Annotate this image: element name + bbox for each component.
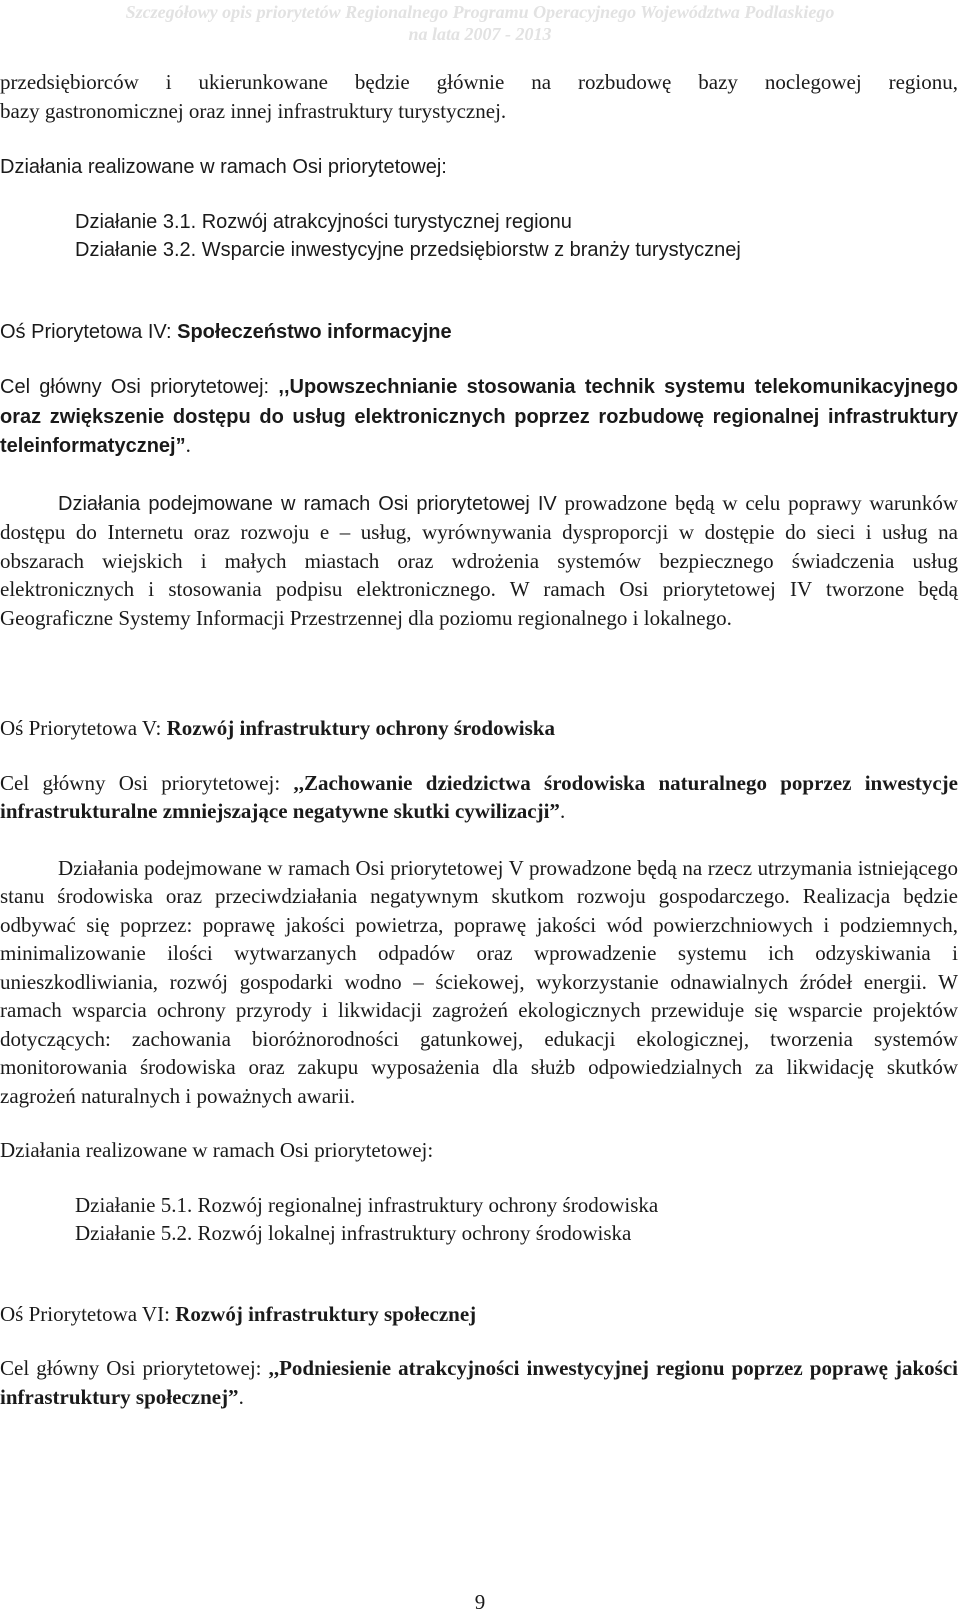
axis-5-goal-label: Cel główny Osi priorytetowej: (0, 770, 294, 795)
axis-5-label: Oś Priorytetowa V (0, 716, 156, 740)
axis-5-heading: Oś Priorytetowa V: Rozwój infrastruktury ochrony środowiska (0, 716, 555, 740)
axis-6-label: Oś Priorytetowa VI (0, 1301, 165, 1326)
axis-4-title: Społeczeństwo informacyjne (177, 320, 452, 343)
axis-6-goal-label: Cel główny Osi priorytetowej: (0, 1356, 269, 1380)
axis-5-goal-text: ,,Zachowanie dziedzictwa środowiska naturalnego poprzez inwestycje infrastrukturalne zmniejszające negatywne skutki cywilizacji” (0, 770, 958, 823)
action-5-2: Działanie 5.2. Rozwój lokalnej infrastruktury ochrony środowiska (75, 1221, 632, 1245)
axis-5-title: Rozwój infrastruktury ochrony środowiska (166, 716, 555, 740)
page-body (0, 68, 958, 1411)
axis-4-goal-label: Cel główny Osi priorytetowej: (0, 376, 279, 398)
axis-4-label: Oś Priorytetowa IV (0, 320, 166, 343)
axis-4-goal: Cel główny Osi priorytetowej: ,,Upowszechnianie stosowania technik systemu telekomunikacyjnego oraz zwiększenie dostępu do usług elektronicznych poprzez rozbudowę regionalnej infrastruktury teleinformatycznej”. (0, 376, 958, 457)
axis-6-heading: Oś Priorytetowa VI: Rozwój infrastruktury społecznej (0, 1301, 477, 1326)
action-5-1: Działanie 5.1. Rozwój regionalnej infrastruktury ochrony środowiska (75, 1192, 659, 1217)
actions-heading-5: Działania realizowane w ramach Osi priorytetowej: (0, 1138, 434, 1162)
actions-heading-3: Działania realizowane w ramach Osi priorytetowej: (0, 156, 447, 178)
axis-6-goal: Cel główny Osi priorytetowej: ,,Podniesienie atrakcyjności inwestycyjnej regionu poprzez poprawę jakości infrastruktury społecznej”. (0, 1356, 958, 1409)
header-years: na lata 2007 - 2013 (408, 24, 552, 44)
action-3-1: Działanie 3.1. Rozwój atrakcyjności turystycznej regionu (75, 210, 572, 233)
header-title: Szczegółowy opis priorytetów Regionalnego Programu Operacyjnego Województwa Podlaskiego (125, 2, 835, 22)
axis-4-description: Działania podejmowane w ramach Osi priorytetowej IV prowadzone będą w celu poprawy warunków dostępu do Internetu oraz rozwoju e – usług, wyrównywania dysproporcji w dostępie do sieci i usług na obszarach wiejskich i małych miastach oraz wdrożenia systemów bezpiecznego świadczenia usług elektronicznych i stosowania podpisu elektronicznego. W ramach Osi priorytetowej IV tworzone będą Geograficzne Systemy Informacji Przestrzennej dla poziomu regionalnego i lokalnego. (0, 490, 959, 630)
axis-5-description: Działania podejmowane w ramach Osi priorytetowej V prowadzone będą na rzecz utrzymania istniejącego stanu środowiska oraz przeciwdziałania negatywnym skutkom rozwoju gospodarczego. Realizacja będzie odbywać się poprzez: poprawę jakości powietrza, poprawę jakości wód powierzchniowych i podziemnych, minimalizowanie ilości wytwarzanych odpadów oraz wprowadzenie systemu ich odzyskiwania i unieszkodliwiania, rozwój gospodarki wodno – ściekowej, wykorzystanie odnawialnych źródeł energii. W ramach wsparcia ochrony przyrody i likwidacji zagrożeń ekologicznych przewiduje się wsparcie projektów dotyczących: zachowania bioróżnorodności gatunkowej, edukacji ekologicznej, tworzenia systemów monitorowania środowiska oraz zakupu wyposażenia dla służb odpowiedzialnych za likwidację skutków zagrożeń naturalnych i poważnych awarii. (0, 855, 958, 1108)
axis-6-goal-text: ,,Podniesienie atrakcyjności inwestycyjnej regionu poprzez poprawę jakości infrastruktury społecznej” (0, 1356, 958, 1409)
axis-5-goal: Cel główny Osi priorytetowej: ,,Zachowanie dziedzictwa środowiska naturalnego poprzez inwestycje infrastrukturalne zmniejszające negatywne skutki cywilizacji”. (0, 770, 958, 823)
axis-4-heading: Oś Priorytetowa IV: Społeczeństwo informacyjne (0, 320, 452, 343)
action-3-2: Działanie 3.2. Wsparcie inwestycyjne przedsiębiorstw z branży turystycznej (75, 239, 741, 261)
page-number: 9 (474, 1590, 486, 1614)
continuation-line-1: przedsiębiorców i ukierunkowane będzie głównie na rozbudowę bazy noclegowej regionu, (0, 70, 958, 94)
axis-4-goal-text: ,,Upowszechnianie stosowania technik systemu telekomunikacyjnego oraz zwiększenie dostępu do usług elektronicznych poprzez rozbudowę regionalnej infrastruktury teleinformatycznej” (0, 376, 958, 457)
continuation-line-2: bazy gastronomicznej oraz innej infrastruktury turystycznej. (0, 98, 507, 123)
axis-6-title: Rozwój infrastruktury społecznej (175, 1301, 477, 1326)
